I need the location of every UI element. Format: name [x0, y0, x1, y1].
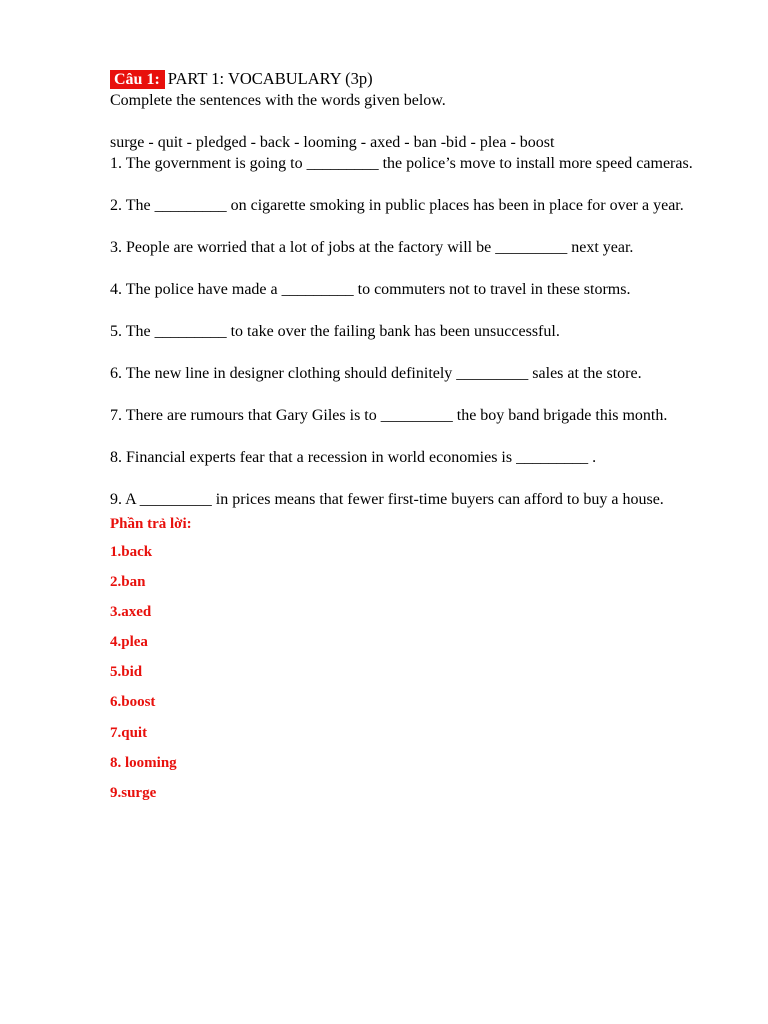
question-number-badge: Câu 1: [110, 70, 165, 89]
question-7: 7. There are rumours that Gary Giles is to _________ the boy band brigade this month. [110, 407, 668, 424]
question-5: 5. The _________ to take over the failing bank has been unsuccessful. [110, 323, 560, 340]
answer-7: 7.quit [110, 724, 148, 741]
worksheet [110, 68, 710, 812]
answer-2: 2.ban [110, 573, 146, 590]
question-8: 8. Financial experts fear that a recession in world economies is _________ . [110, 449, 597, 466]
answer-list [110, 541, 710, 805]
question-9: 9. A _________ in prices means that fewer first-time buyers can afford to buy a house. [110, 491, 664, 508]
question-1: 1. The government is going to _________ the police’s move to install more speed cameras. [110, 155, 693, 172]
section-heading [110, 68, 710, 90]
answer-1: 1.back [110, 543, 153, 560]
answer-4: 4.plea [110, 634, 148, 651]
question-3: 3. People are worried that a lot of jobs at the factory will be _________ next year. [110, 239, 634, 256]
question-4: 4. The police have made a _________ to commuters not to travel in these storms. [110, 281, 631, 298]
answer-3: 3.axed [110, 603, 152, 620]
answer-8: 8. looming [110, 754, 177, 771]
question-6: 6. The new line in designer clothing should definitely _________ sales at the store. [110, 365, 642, 382]
section-title: PART 1: VOCABULARY (3p) [167, 69, 373, 88]
answer-5: 5.bid [110, 664, 143, 681]
instruction-text: Complete the sentences with the words given below. [110, 92, 446, 109]
word-list: surge - quit - pledged - back - looming - axed - ban -bid - plea - boost [110, 134, 555, 151]
question-2: 2. The _________ on cigarette smoking in public places has been in place for over a year. [110, 197, 684, 214]
answers-heading: Phần trả lời: [110, 515, 192, 532]
answer-6: 6.boost [110, 694, 156, 711]
answer-9: 9.surge [110, 785, 157, 801]
